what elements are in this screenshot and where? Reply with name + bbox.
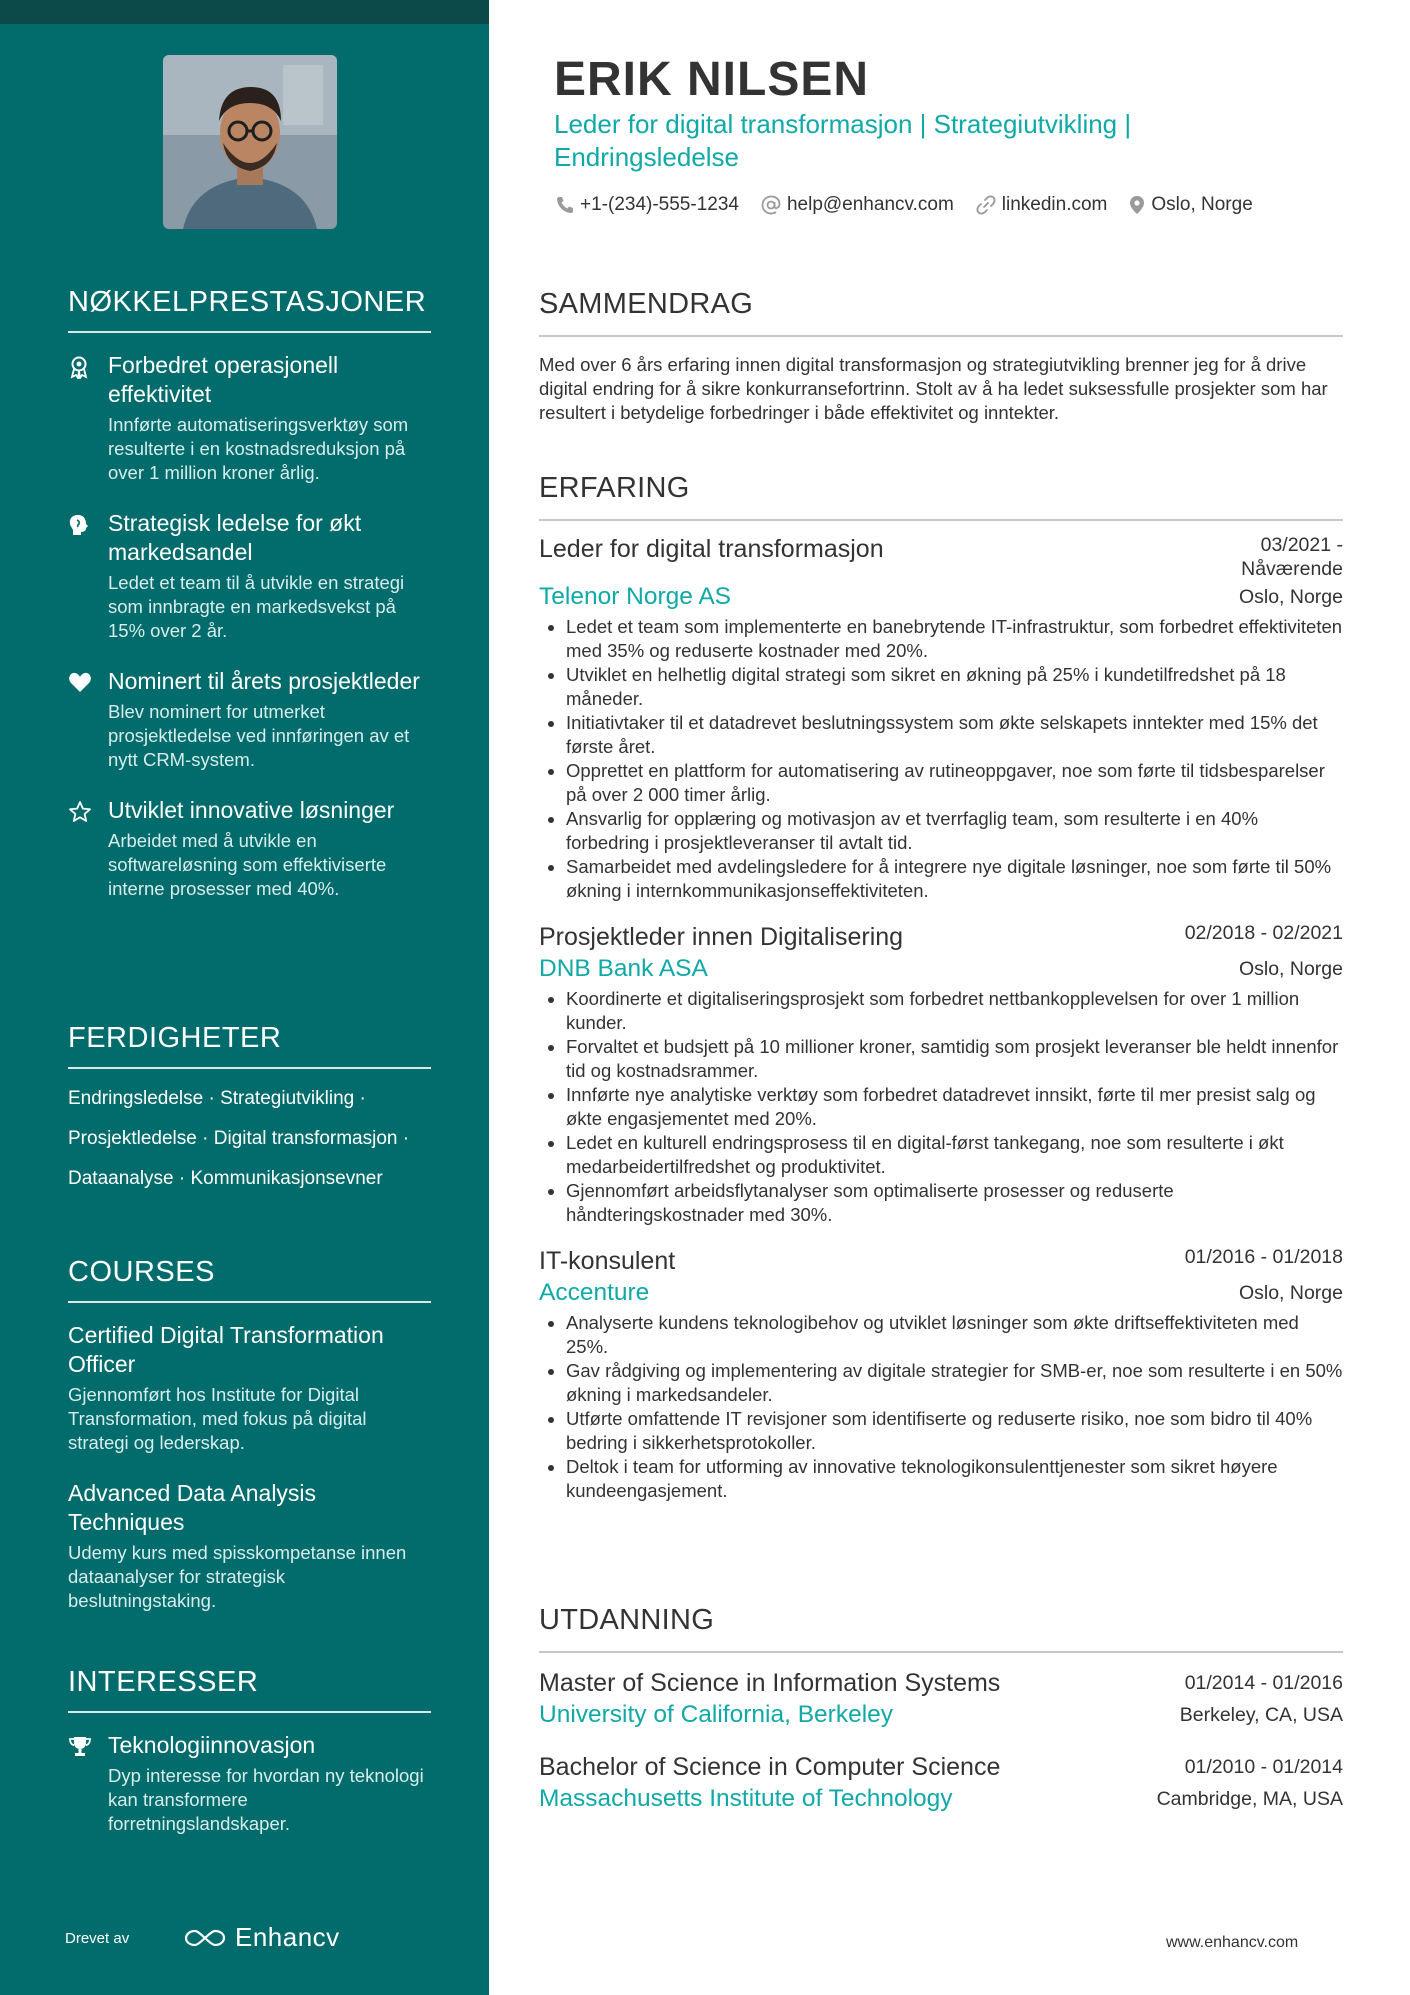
job-bullet: • Ledet et team som implementerte en banebrytende IT-infrastruktur, som forbedret effektiviteten med 35% og reduserte kostnader med 20%.: [566, 615, 1343, 663]
job-bullet: • Forvaltet et budsjett på 10 millioner kroner, samtidig som prosjekt leveranser ble heldt innenfor tid og kostnadsrammer.: [566, 1035, 1343, 1083]
achievement-title: Nominert til årets prosjektleder: [108, 668, 420, 694]
education-entry: [539, 1751, 1343, 1815]
course-item: [68, 1321, 431, 1455]
contact-linkedin[interactable]: [976, 194, 1108, 216]
brand-name: Enhancv: [235, 1922, 340, 1952]
job-bullet: • Initiativtaker til et datadrevet beslutningssystem som økte selskapets inntekter med 15% det første året.: [566, 711, 1343, 759]
degree-title: Master of Science in Information Systems: [539, 1669, 1001, 1697]
interest-title: Teknologiinnovasjon: [108, 1732, 316, 1758]
contact-phone[interactable]: [556, 194, 739, 216]
contact-bar: [556, 194, 1275, 216]
contact-email[interactable]: [761, 194, 954, 216]
infinity-logo-icon: [183, 1926, 227, 1950]
company-name[interactable]: Telenor Norge AS: [539, 583, 732, 610]
skills-heading: FERDIGHETER: [68, 1022, 431, 1069]
phone-icon: [556, 196, 574, 214]
achievement-item: [68, 796, 431, 901]
education-date: 01/2014 - 01/2016: [1184, 1672, 1343, 1694]
achievements-section: [68, 286, 431, 925]
job-bullets: [539, 1311, 1343, 1503]
job-bullet: • Samarbeidet med avdelingsledere for å integrere nye digitale løsninger, noe som førte til 50% økning i internkommunikasjonseffektiviteten.: [566, 855, 1343, 903]
job-bullet: • Ansvarlig for opplæring og motivasjon av et tverrfaglig team, som resulterte i en 40% forbedring i prosjektleveranser til avtalt tid.: [566, 807, 1343, 855]
courses-heading: COURSES: [68, 1256, 431, 1303]
education-section: [539, 1604, 1343, 1815]
company-name[interactable]: Accenture: [539, 1279, 650, 1306]
skills-section: [68, 1022, 431, 1207]
job-date: 01/2016 - 01/2018: [1184, 1246, 1343, 1268]
course-description: Udemy kurs med spisskompetanse innen dataanalyser for strategisk beslutningstaking.: [68, 1542, 407, 1611]
job-bullet: • Koordinerte et digitaliseringsprosjekt som forbedret nettbankopplevelsen for over 1 million kunder.: [566, 987, 1343, 1035]
contact-location-text: Oslo, Norge: [1151, 194, 1253, 215]
star-icon: [68, 800, 92, 824]
job-title: Prosjektleder innen Digitalisering: [539, 923, 904, 951]
job-bullet: • Gjennomført arbeidsflytanalyser som optimaliserte prosesser og reduserte håndteringskostnader med 30%.: [566, 1179, 1343, 1227]
link-icon: [976, 195, 996, 215]
job-bullets: [539, 615, 1343, 903]
education-heading: UTDANNING: [539, 1604, 1343, 1653]
contact-phone-text: +1-(234)-555-1234: [580, 194, 739, 215]
candidate-title: Leder for digital transformasjon | Strategiutvikling | Endringsledelse: [554, 109, 1132, 172]
job-bullet: • Innførte nye analytiske verktøy som forbedret datadrevet innsikt, førte til mer presist salg og økte engasjementet med 20%.: [566, 1083, 1343, 1131]
achievement-title: Utviklet innovative løsninger: [108, 797, 395, 823]
skills-line: Endringsledelse · Strategiutvikling ·: [68, 1088, 366, 1109]
contact-location: [1129, 194, 1252, 216]
experience-section: [539, 472, 1343, 1503]
education-location: Berkeley, CA, USA: [1179, 1703, 1343, 1726]
contact-email-text: help@enhancv.com: [786, 194, 954, 215]
job-bullet: • Analyserte kundens teknologibehov og utviklet løsninger som økte driftseffektiviteten med 25%.: [566, 1311, 1343, 1359]
location-icon: [1129, 195, 1145, 215]
sidebar-top-bar: [0, 0, 489, 24]
interest-item: [68, 1731, 431, 1836]
skills-line: Prosjektledelse · Digital transformasjon ·: [68, 1128, 410, 1149]
contact-linkedin-text: linkedin.com: [1001, 194, 1108, 215]
job-bullet: • Gav rådgiving og implementering av digitale strategier for SMB-er, noe som resulterte i en 50% økning i markedsandeler.: [566, 1359, 1343, 1407]
education-date: 01/2010 - 01/2014: [1184, 1756, 1343, 1778]
job-bullet: • Utførte omfattende IT revisjoner som identifiserte og reduserte risiko, noe som bidro til 40% bedring i sikkerhetsprotokoller.: [566, 1407, 1343, 1455]
achievement-description: Innførte automatiseringsverktøy som resulterte i en kostnadsreduksjon på over 1 million kroner årlig.: [108, 414, 409, 483]
job-title: IT-konsulent: [539, 1247, 676, 1275]
achievement-description: Ledet et team til å utvikle en strategi som innbragte en markedsvekst på 15% over 2 år.: [108, 572, 405, 641]
achievement-title: Strategisk ledelse for økt markedsandel: [108, 510, 362, 565]
education-location: Cambridge, MA, USA: [1156, 1787, 1343, 1810]
job-date: 02/2018 - 02/2021: [1184, 922, 1343, 944]
courses-section: [68, 1256, 431, 1637]
powered-by-label: Drevet av: [65, 1930, 130, 1947]
job-title: Leder for digital transformasjon: [539, 535, 884, 563]
degree-title: Bachelor of Science in Computer Science: [539, 1753, 1001, 1781]
achievement-title: Forbedret operasjonell effektivitet: [108, 352, 339, 407]
job-location: Oslo, Norge: [1238, 957, 1343, 980]
achievement-description: Arbeidet med å utvikle en softwareløsning som effektiviserte interne prosesser med 40%.: [108, 830, 387, 899]
footer-url[interactable]: www.enhancv.com: [1166, 1934, 1299, 1951]
at-icon: [761, 195, 781, 215]
school-name[interactable]: Massachusetts Institute of Technology: [539, 1785, 953, 1812]
heart-icon: [68, 671, 92, 695]
education-entry: [539, 1667, 1343, 1731]
interest-description: Dyp interesse for hvordan ny teknologi kan transformere forretningslandskaper.: [108, 1765, 424, 1834]
achievement-item: [68, 509, 431, 643]
summary-section: [539, 288, 1343, 425]
job-bullet: • Deltok i team for utforming av innovative teknologikonsulenttjenester som sikret høyere kundeengasjement.: [566, 1455, 1343, 1503]
achievements-heading: NØKKELPRESTASJONER: [68, 286, 431, 333]
skills-line: Dataanalyse · Kommunikasjonsevner: [68, 1168, 383, 1189]
job-bullet: • Utviklet en helhetlig digital strategi som sikret en økning på 25% i kundetilfredshet på 18 måneder.: [566, 663, 1343, 711]
profile-photo: [163, 55, 337, 229]
brain-icon: [68, 513, 92, 537]
course-title: Advanced Data Analysis Techniques: [68, 1480, 317, 1535]
course-title: Certified Digital Transformation Officer: [68, 1322, 384, 1377]
interests-section: [68, 1666, 431, 1860]
sidebar: [0, 0, 489, 1995]
course-description: Gjennomført hos Institute for Digital Transformation, med fokus på digital strategi og lederskap.: [68, 1384, 367, 1453]
school-name[interactable]: University of California, Berkeley: [539, 1701, 894, 1728]
achievement-item: [68, 667, 431, 772]
job-location: Oslo, Norge: [1238, 585, 1343, 608]
achievement-description: Blev nominert for utmerket prosjektledelse ved innføringen av et nytt CRM-system.: [108, 701, 410, 770]
job-date: 03/2021 - Nåværende: [1241, 534, 1343, 580]
trophy-icon: [68, 1735, 92, 1759]
job-bullet: • Opprettet en plattform for automatisering av rutineoppgaver, noe som førte til tidsbesparelser på over 2 000 timer årlig.: [566, 759, 1343, 807]
interests-heading: INTERESSER: [68, 1666, 431, 1713]
job-entry: [539, 921, 1343, 1227]
course-item: [68, 1479, 431, 1613]
award-icon: [68, 355, 92, 379]
summary-text: Med over 6 års erfaring innen digital transformasjon og strategiutvikling brenner jeg for å drive digital endring for å sikre konkurransefortrinn. Stolt av å ha ledet suksessfulle prosjekter som har resultert i betydelige forbedringer i både effektivitet og inntekter.: [539, 354, 1328, 423]
summary-heading: SAMMENDRAG: [539, 288, 1343, 337]
job-bullet: • Ledet en kulturell endringsprosess til en digital-først tankegang, noe som resulterte i økt medarbeidertilfredshet og produktivitet.: [566, 1131, 1343, 1179]
achievement-item: [68, 351, 431, 485]
experience-heading: ERFARING: [539, 472, 1343, 521]
company-name[interactable]: DNB Bank ASA: [539, 955, 708, 982]
job-entry: [539, 533, 1343, 903]
job-entry: [539, 1245, 1343, 1503]
job-location: Oslo, Norge: [1238, 1281, 1343, 1304]
brand-logo[interactable]: [183, 1922, 340, 1953]
candidate-name: ERIK NILSEN: [554, 53, 870, 106]
job-bullets: [539, 987, 1343, 1227]
